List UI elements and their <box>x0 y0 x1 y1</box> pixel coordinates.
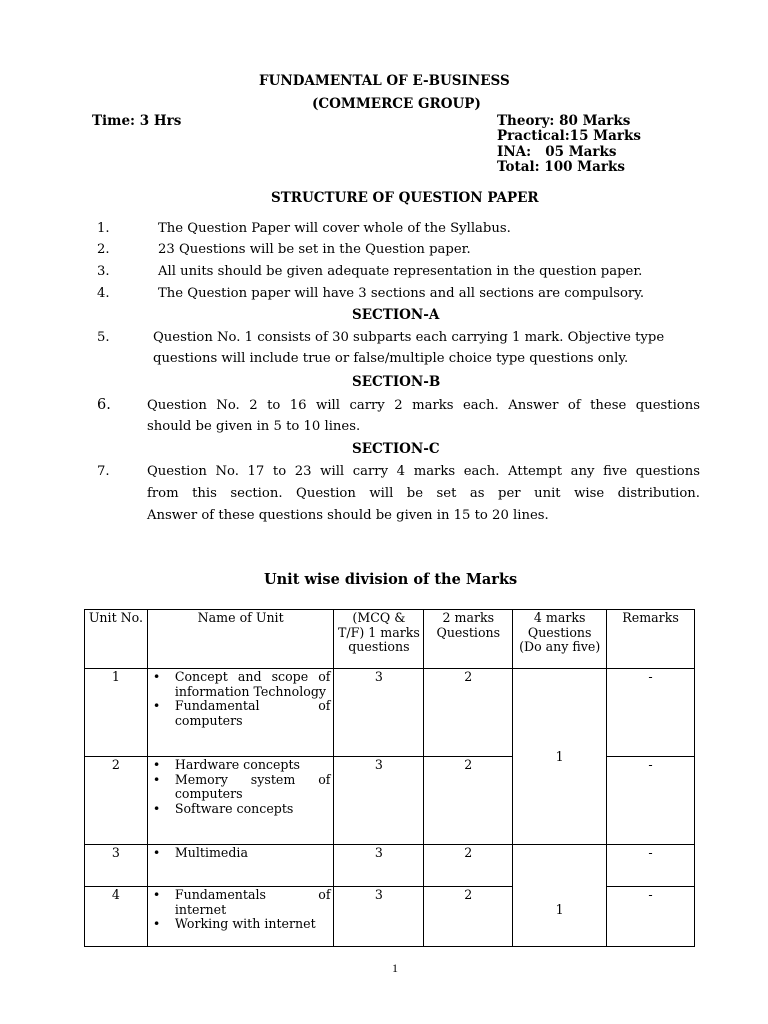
mcq-count: 3 <box>334 887 424 947</box>
topic-item: • Software concepts <box>175 802 331 817</box>
topic-item: • Fundamental of computers <box>175 699 331 728</box>
unit-number: 4 <box>85 887 148 947</box>
mcq-count: 3 <box>334 757 424 845</box>
table-row <box>85 845 695 887</box>
ina-marks: INA: 05 Marks <box>497 144 617 160</box>
item-4-text: The Question paper will have 3 sections and all sections are compulsory. <box>158 286 645 301</box>
unit-topics <box>147 845 334 887</box>
unit-number: 1 <box>85 669 148 757</box>
item-7-line-3: Answer of these questions should be given in 15 to 20 lines. <box>147 508 549 523</box>
mcq-count: 3 <box>334 669 424 757</box>
topic-item: • Working with internet <box>175 917 331 932</box>
item-6-line-2: should be given in 5 to 10 lines. <box>147 419 361 434</box>
item-2-number: 2. <box>97 242 110 257</box>
header-mcq: (MCQ & T/F) 1 marks questions <box>334 610 424 669</box>
two-mark-count: 2 <box>424 845 513 887</box>
unit-number: 2 <box>85 757 148 845</box>
table-row <box>85 669 695 757</box>
item-3-number: 3. <box>97 264 110 279</box>
two-mark-count: 2 <box>424 669 513 757</box>
header-two-marks: 2 marks Questions <box>424 610 513 669</box>
header-name-of-unit: Name of Unit <box>147 610 334 669</box>
topic-item: • Concept and scope of information Technology <box>175 670 331 699</box>
item-7-line-2: from this section. Question will be set as per unit wise distribution. <box>147 486 700 501</box>
theory-marks: Theory: 80 Marks <box>497 113 631 129</box>
structure-heading: STRUCTURE OF QUESTION PAPER <box>271 190 539 206</box>
remarks-cell: - <box>607 845 695 887</box>
total-marks: Total: 100 Marks <box>497 159 625 175</box>
table-title: Unit wise division of the Marks <box>264 571 518 588</box>
document-subtitle: (COMMERCE GROUP) <box>312 96 481 112</box>
item-4-number: 4. <box>97 286 110 301</box>
header-unit-no: Unit No. <box>85 610 148 669</box>
remarks-cell: - <box>607 757 695 845</box>
header-remarks: Remarks <box>607 610 695 669</box>
item-5-line-1: Question No. 1 consists of 30 subparts each carrying 1 mark. Objective type <box>153 330 665 345</box>
practical-marks: Practical:15 Marks <box>497 128 641 144</box>
header-four-marks: 4 marks Questions (Do any five) <box>513 610 607 669</box>
two-mark-count: 2 <box>424 757 513 845</box>
remarks-cell: - <box>607 669 695 757</box>
table-header-row <box>85 610 695 669</box>
section-c-heading: SECTION-C <box>352 441 440 457</box>
item-7-number: 7. <box>97 464 110 479</box>
item-6-number: 6. <box>97 397 111 413</box>
four-mark-count: 1 <box>513 845 607 947</box>
topic-item: • Fundamentals of internet <box>175 888 331 917</box>
unit-topics <box>147 669 334 757</box>
unit-marks-table <box>84 609 695 947</box>
topic-item: • Hardware concepts <box>175 758 331 773</box>
item-7-line-1: Question No. 17 to 23 will carry 4 marks each. Attempt any five questions <box>147 464 700 479</box>
document-title: FUNDAMENTAL OF E-BUSINESS <box>259 73 510 89</box>
topic-item: • Memory system of computers <box>175 773 331 802</box>
two-mark-count: 2 <box>424 887 513 947</box>
item-3-text: All units should be given adequate representation in the question paper. <box>158 264 643 279</box>
page-number: 1 <box>392 961 398 975</box>
section-a-heading: SECTION-A <box>352 307 440 323</box>
remarks-cell: - <box>607 887 695 947</box>
item-6-line-1: Question No. 2 to 16 will carry 2 marks each. Answer of these questions <box>147 398 700 413</box>
mcq-count: 3 <box>334 845 424 887</box>
item-1-text: The Question Paper will cover whole of the Syllabus. <box>158 221 511 236</box>
time-label: Time: 3 Hrs <box>92 113 182 129</box>
item-5-line-2: questions will include true or false/multiple choice type questions only. <box>153 351 629 366</box>
unit-topics <box>147 887 334 947</box>
section-b-heading: SECTION-B <box>352 374 441 390</box>
item-5-number: 5. <box>97 330 110 345</box>
item-2-text: 23 Questions will be set in the Question paper. <box>158 242 471 257</box>
item-1-number: 1. <box>97 221 110 236</box>
four-mark-count: 1 <box>513 669 607 845</box>
topic-item: • Multimedia <box>175 846 331 861</box>
unit-number: 3 <box>85 845 148 887</box>
unit-topics <box>147 757 334 845</box>
